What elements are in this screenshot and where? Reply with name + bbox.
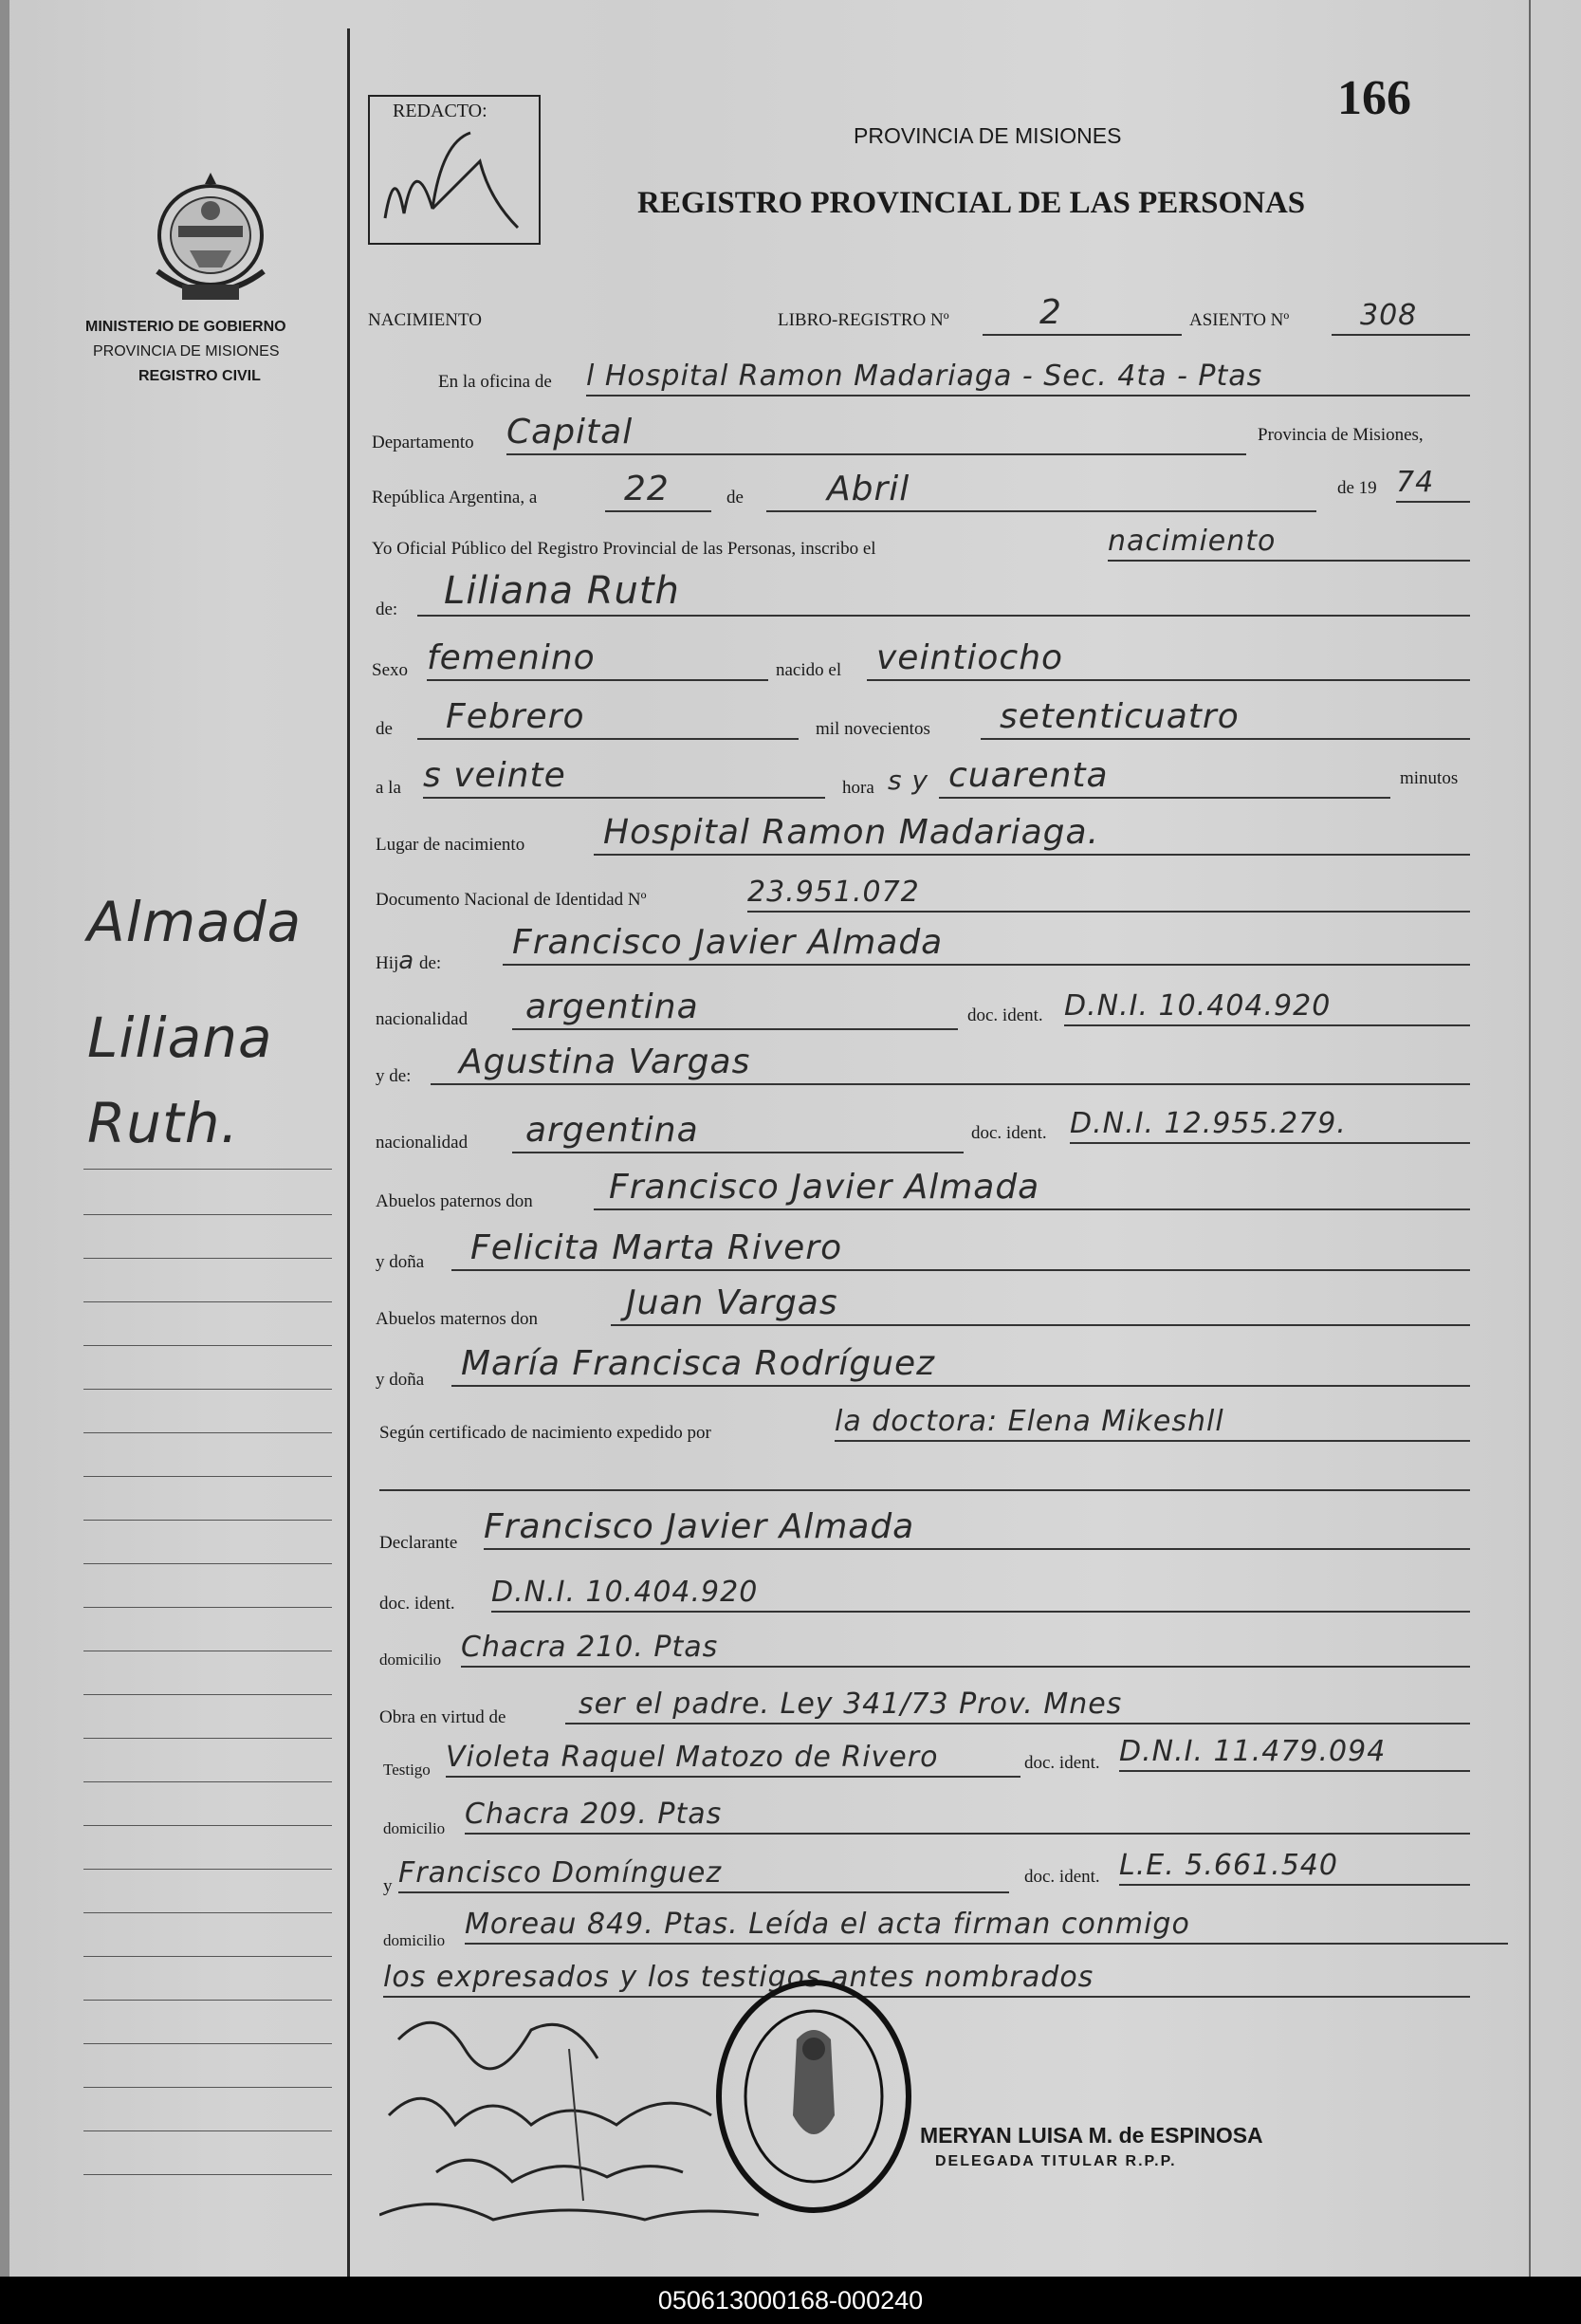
departamento-label: Departamento: [372, 433, 474, 452]
horas-label: hora: [842, 778, 874, 798]
testigo1-dom-value: Chacra 209. Ptas: [465, 1798, 723, 1831]
y-label: y: [383, 1876, 393, 1896]
y-dona-label-1: y doña: [376, 1252, 425, 1272]
testigo1-doc-value: D.N.I. 11.479.094: [1119, 1735, 1387, 1768]
padre-doc-field: [1064, 983, 1470, 1026]
madre-doc-field: [1070, 1100, 1470, 1144]
domicilio-label-2: domicilio: [383, 1819, 446, 1837]
testigo1-field: [446, 1734, 1020, 1778]
mil-label: mil novecientos: [816, 719, 930, 739]
document-id-footer: 050613000168-000240: [0, 2277, 1581, 2324]
mes-value: Abril: [827, 470, 910, 508]
page-number: 166: [1337, 71, 1411, 125]
margin-given-name: Liliana: [87, 1005, 273, 1070]
nombre-field: [417, 569, 1470, 617]
hija-de-text: de:: [418, 953, 442, 973]
page-edge: [0, 0, 9, 2277]
mes-field: [766, 469, 1316, 512]
padre-field: [503, 922, 1470, 966]
hija-suffix: a: [398, 947, 415, 975]
oficial-label: Yo Oficial Público del Registro Provincial de las Personas, inscribo el: [372, 539, 876, 559]
official-name: MERYAN LUISA M. de ESPINOSA: [920, 2123, 1263, 2148]
nacido-label: nacido el: [776, 660, 842, 680]
a-la-label: a la: [376, 778, 401, 798]
obra-value: ser el padre. Ley 341/73 Prov. Mnes: [579, 1688, 1123, 1721]
oficial-field: [1108, 518, 1470, 562]
testigo2-field: [398, 1850, 1009, 1893]
lugar-field: [594, 812, 1470, 856]
republica-label: República Argentina, a: [372, 488, 538, 507]
de-mes-label: de: [376, 719, 393, 739]
decl-dom-field: [461, 1624, 1470, 1668]
domicilio-label-3: domicilio: [383, 1931, 446, 1949]
abuelos-mat-label: Abuelos maternos don: [376, 1309, 538, 1329]
domicilio-label-1: domicilio: [379, 1651, 442, 1669]
departamento-field: [506, 412, 1246, 455]
official-seal-icon: [709, 1973, 918, 2220]
section-label: NACIMIENTO: [368, 310, 482, 330]
padre-nac-value: argentina: [525, 987, 699, 1026]
abuela-pat-field: [451, 1227, 1470, 1271]
a-la-field: [423, 755, 825, 799]
madre-nac-field: [512, 1110, 964, 1153]
declarante-field: [484, 1506, 1470, 1550]
anio-value: 74: [1396, 466, 1435, 499]
departamento-value: Capital: [506, 413, 634, 452]
ministry-line1: MINISTERIO DE GOBIERNO: [85, 319, 286, 335]
doc-ident-label-3: doc. ident.: [379, 1594, 455, 1614]
lugar-value: Hospital Ramon Madariaga.: [603, 813, 1100, 852]
provincia-label: Provincia de Misiones,: [1258, 425, 1424, 445]
testigo1-dom-field: [465, 1791, 1470, 1835]
nacionalidad-label-2: nacionalidad: [376, 1133, 469, 1153]
testigo2-dom-value: Moreau 849. Ptas. Leída el acta firman conmigo: [465, 1908, 1190, 1941]
declarante-value: Francisco Javier Almada: [484, 1507, 915, 1546]
abuelos-pat-label: Abuelos paternos don: [376, 1191, 533, 1211]
doc-ident-label-4: doc. ident.: [1024, 1753, 1100, 1773]
oficina-field: [586, 353, 1470, 397]
right-border: [1529, 0, 1531, 2277]
certificado-value: la doctora: Elena Mikeshll: [835, 1405, 1224, 1438]
testigo2-doc-value: L.E. 5.661.540: [1119, 1849, 1338, 1882]
sexo-field: [427, 637, 768, 681]
anio-label: de 19: [1337, 478, 1377, 498]
sexo-value: femenino: [427, 638, 596, 677]
redacto-label: REDACTO:: [393, 101, 487, 121]
province-header: PROVINCIA DE MISIONES: [854, 123, 1122, 148]
libro-field: [983, 292, 1182, 336]
obra-field: [565, 1681, 1470, 1725]
registry-header: REGISTRO PROVINCIAL DE LAS PERSONAS: [637, 186, 1306, 220]
mil-field: [981, 696, 1470, 740]
margin-second-name: Ruth.: [87, 1091, 239, 1155]
coat-of-arms-icon: [144, 169, 277, 311]
doc-ident-label-5: doc. ident.: [1024, 1867, 1100, 1887]
ministry-line3: REGISTRO CIVIL: [138, 368, 261, 384]
sexo-label: Sexo: [372, 660, 408, 680]
mes-nac-value: Febrero: [446, 697, 585, 736]
abuela-mat-field: [451, 1343, 1470, 1387]
nacionalidad-label-1: nacionalidad: [376, 1009, 469, 1029]
decl-doc-value: D.N.I. 10.404.920: [491, 1576, 759, 1609]
asiento-label: ASIENTO Nº: [1189, 310, 1290, 330]
libro-label: LIBRO-REGISTRO Nº: [778, 310, 949, 330]
padre-doc-value: D.N.I. 10.404.920: [1064, 989, 1332, 1023]
abuela-mat-value: María Francisca Rodríguez: [461, 1344, 936, 1383]
de-label: de: [726, 488, 744, 507]
oficial-value: nacimiento: [1108, 525, 1277, 558]
official-title: DELEGADA TITULAR R.P.P.: [935, 2153, 1177, 2169]
y-de-label: y de:: [376, 1066, 412, 1086]
madre-nac-value: argentina: [525, 1111, 699, 1150]
madre-value: Agustina Vargas: [459, 1042, 751, 1081]
margin-divider: [347, 28, 350, 2277]
hija-label: [376, 947, 441, 975]
madre-doc-value: D.N.I. 12.955.279.: [1070, 1107, 1347, 1140]
certificado-field: [835, 1398, 1470, 1442]
oficina-value: l Hospital Ramon Madariaga - Sec. 4ta - Ptas: [586, 360, 1263, 393]
minutos-field: [939, 755, 1390, 799]
testigo1-doc-field: [1119, 1728, 1470, 1772]
testigo2-doc-field: [1119, 1842, 1470, 1886]
certificado-line-2: [379, 1448, 1470, 1491]
a-la-value: s veinte: [423, 756, 566, 795]
dia-value: 22: [624, 470, 670, 508]
asiento-value: 308: [1360, 299, 1418, 332]
doc-ident-label-1: doc. ident.: [967, 1005, 1043, 1025]
testigos-label: Testigo: [383, 1761, 431, 1779]
anio-field: [1396, 459, 1470, 503]
libro-value: 2: [1039, 293, 1062, 332]
mes-nac-field: [417, 696, 799, 740]
decl-doc-field: [491, 1569, 1470, 1613]
oficina-label: En la oficina de: [438, 372, 552, 392]
minutos-value: cuarenta: [948, 756, 1109, 795]
closing-value: los expresados y los testigos antes nombrados: [383, 1961, 1094, 1994]
certificado-label: Según certificado de nacimiento expedido por: [379, 1423, 711, 1443]
lugar-label: Lugar de nacimiento: [376, 835, 525, 855]
redacto-signature: [376, 123, 527, 237]
nacido-value: veintiocho: [876, 638, 1064, 677]
testigo2-value: Francisco Domínguez: [398, 1856, 723, 1890]
declarante-label: Declarante: [379, 1533, 458, 1553]
margin-surname: Almada: [87, 890, 303, 954]
madre-field: [431, 1042, 1470, 1085]
testigo1-value: Violeta Raquel Matozo de Rivero: [446, 1741, 939, 1774]
padre-value: Francisco Javier Almada: [512, 923, 944, 962]
redacto-box: [368, 95, 541, 245]
mil-value: setenticuatro: [1000, 697, 1240, 736]
obra-label: Obra en virtud de: [379, 1707, 506, 1727]
doc-ident-label-2: doc. ident.: [971, 1123, 1047, 1143]
dia-field: [605, 469, 711, 512]
hija-text: Hij: [376, 953, 399, 973]
nombre-value: Liliana Ruth: [444, 569, 680, 613]
decl-dom-value: Chacra 210. Ptas: [461, 1631, 719, 1664]
ministry-line2: PROVINCIA DE MISIONES: [93, 343, 280, 360]
abuela-pat-value: Felicita Marta Rivero: [470, 1228, 843, 1267]
asiento-field: [1332, 292, 1470, 336]
testigo2-dom-field: [465, 1901, 1508, 1945]
dni-value: 23.951.072: [747, 876, 920, 909]
de-persona-label: de:: [376, 599, 398, 619]
abuelo-mat-value: Juan Vargas: [626, 1283, 838, 1322]
abuelo-pat-value: Francisco Javier Almada: [609, 1168, 1040, 1207]
minutos-label: minutos: [1400, 768, 1459, 788]
dni-label: Documento Nacional de Identidad Nº: [376, 890, 647, 910]
nacido-field: [867, 637, 1470, 681]
abuelo-mat-field: [611, 1282, 1470, 1326]
horas-mid: s y: [888, 765, 929, 796]
y-dona-label-2: y doña: [376, 1370, 425, 1390]
padre-nac-field: [512, 987, 958, 1030]
abuelo-pat-field: [594, 1167, 1470, 1210]
dni-field: [747, 869, 1470, 913]
